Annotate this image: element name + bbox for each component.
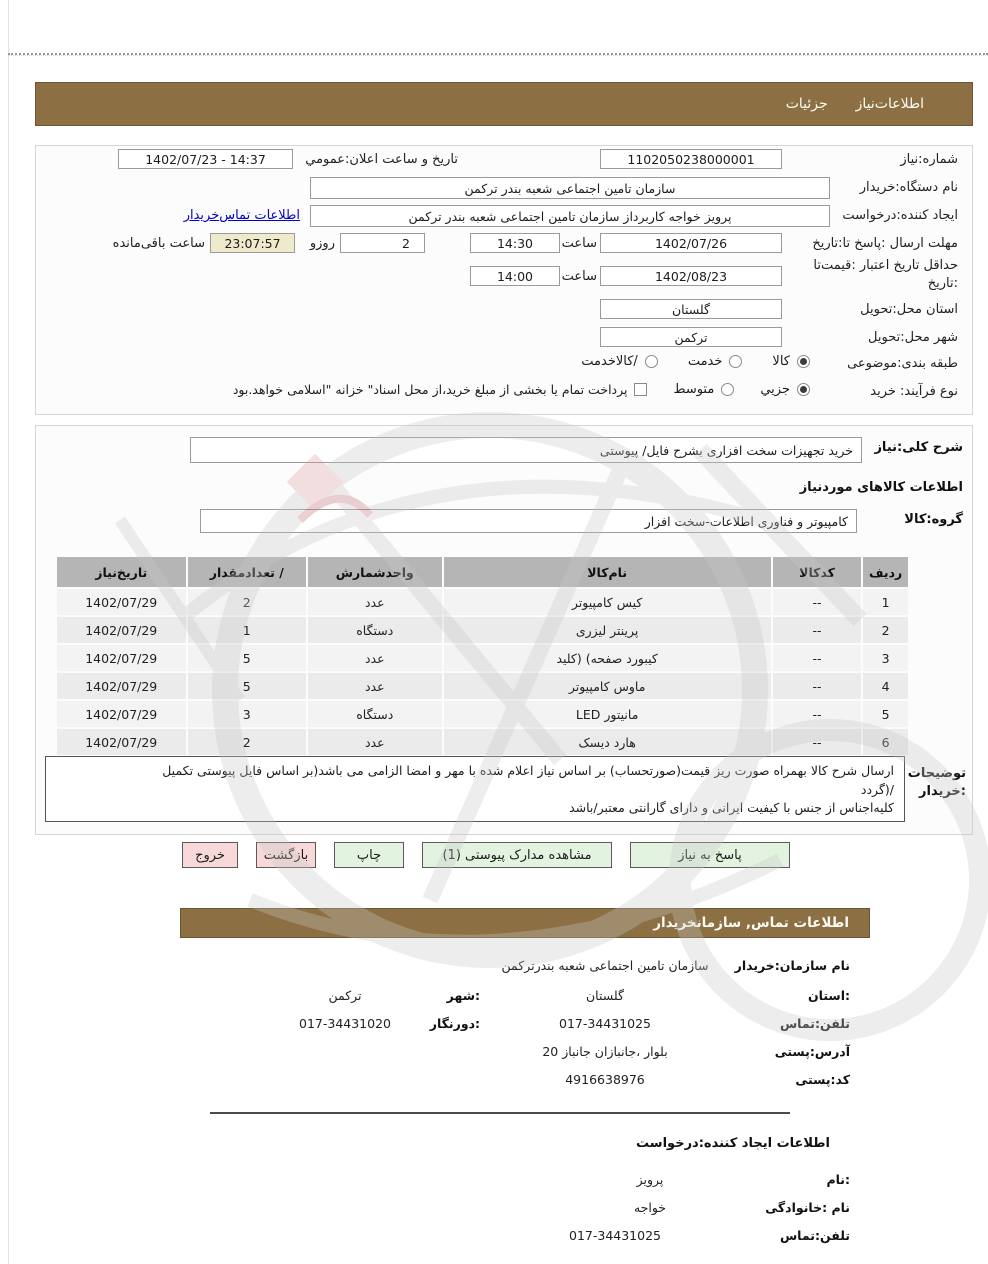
creator-row-first-name	[570, 1172, 850, 1187]
postal-code-label: کد:پستی	[795, 1072, 850, 1087]
phone-value: 017-34431025	[559, 1016, 651, 1031]
table-cell: کیبورد صفحه) (کلید	[444, 645, 771, 671]
reply-deadline-time-field[interactable]: 14:30	[470, 233, 560, 253]
section-divider	[210, 1112, 790, 1114]
table-cell: 5	[188, 673, 307, 699]
process-option-partial[interactable]	[760, 382, 810, 397]
table-cell: 1402/07/29	[57, 589, 186, 615]
back-button[interactable]: بازگشت	[256, 842, 316, 868]
items-table-header-row	[57, 557, 908, 587]
table-cell: 2	[188, 729, 307, 755]
remaining-time-badge: 23:07:57	[210, 233, 295, 253]
header-bar	[35, 82, 973, 126]
reply-to-need-button[interactable]: پاسخ به نیاز	[630, 842, 790, 868]
table-cell: عدد	[308, 645, 441, 671]
remaining-days-field[interactable]: 2	[340, 233, 425, 253]
city-value: ترکمن	[328, 988, 362, 1003]
category-option-label: خدمت	[687, 354, 723, 369]
buyer-notes-label-line2: :خریدار	[919, 784, 966, 799]
buyer-org-field[interactable]: سازمان تامین اجتماعی شعبه بندر ترکمن	[310, 177, 830, 199]
creator-row-last-name	[570, 1200, 850, 1215]
col-item-code: کدکالا	[773, 557, 862, 587]
table-cell: --	[773, 645, 862, 671]
table-cell: 4	[863, 673, 908, 699]
org-name-value: سازمان تامین اجتماعی شعبه بندرترکمن	[501, 958, 709, 973]
table-cell: دستگاه	[308, 701, 441, 727]
table-cell: 1402/07/29	[57, 701, 186, 727]
need-number-label: شماره:نیاز	[900, 152, 958, 167]
table-cell: عدد	[308, 589, 441, 615]
goods-info-heading: اطلاعات کالاهای موردنیاز	[799, 480, 963, 495]
org-name-label: نام سازمان:خریدار	[734, 958, 850, 973]
address-value: بلوار ،جانبازان جانباز 20	[542, 1044, 668, 1059]
table-cell: --	[773, 617, 862, 643]
phone-label: تلفن:تماس	[779, 1016, 850, 1031]
process-option-medium[interactable]	[673, 382, 734, 397]
delivery-province-label: استان محل:تحویل	[860, 302, 958, 317]
category-option-label: /کالاخدمت	[581, 354, 638, 369]
col-need-date: تاریخ‌نیاز	[57, 557, 186, 587]
col-row-number: ردیف	[863, 557, 908, 587]
table-cell: 1	[863, 589, 908, 615]
request-creator-label: ایجاد کننده:درخواست	[842, 208, 958, 223]
tab-details[interactable]: جزئیات	[785, 96, 828, 112]
announce-datetime-field[interactable]: 14:37 - 1402/07/23	[118, 149, 293, 169]
overall-description-field[interactable]: خرید تجهیزات سخت افزاری بشرح فایل/ پیوستی	[190, 437, 862, 463]
delivery-city-label: شهر محل:تحویل	[868, 330, 958, 345]
category-option-goods-service[interactable]	[581, 354, 658, 369]
reply-deadline-date-field[interactable]: 1402/07/26	[600, 233, 782, 253]
contact-row-address	[480, 1044, 850, 1059]
radio-selected-icon[interactable]	[797, 355, 810, 368]
address-label: آدرس:پستی	[774, 1044, 850, 1059]
contact-row-province-city	[280, 988, 850, 1003]
table-cell: 1	[188, 617, 307, 643]
table-cell: --	[773, 729, 862, 755]
table-row	[57, 729, 908, 755]
last-name-value: خواجه	[633, 1200, 667, 1215]
process-type-label: نوع فرآیند: خرید	[870, 384, 958, 399]
table-row	[57, 589, 908, 615]
fax-value: 017-34431020	[299, 1016, 391, 1031]
table-cell: --	[773, 701, 862, 727]
tab-need-info[interactable]: اطلاعات‌نیاز	[855, 96, 924, 112]
table-cell: مانیتور LED	[444, 701, 771, 727]
fax-label: :دورنگار	[429, 1016, 480, 1031]
items-table	[55, 555, 910, 757]
buyer-contact-section-bar	[180, 908, 870, 938]
action-buttons-row	[182, 842, 790, 868]
table-cell: 5	[863, 701, 908, 727]
postal-code-value: 4916638976	[565, 1072, 645, 1087]
deadline-hour-label: ساعت	[561, 236, 597, 251]
table-cell: عدد	[308, 673, 441, 699]
contact-row-phone-fax	[280, 1016, 850, 1031]
buyer-notes-line: ارسال شرح کالا بهمراه صورت ریز قیمت(صورتحساب) بر اساس نیاز اعلام شده با مهر و امضا الزامی می باشد(بر اساس فایل پیوستی تکمیل	[162, 763, 894, 778]
table-cell: 5	[188, 645, 307, 671]
table-cell: 6	[863, 729, 908, 755]
radio-icon[interactable]	[721, 383, 734, 396]
last-name-label: نام :خانوادگی	[765, 1200, 850, 1215]
process-type-options	[233, 382, 810, 397]
announce-datetime-label: تاریخ و ساعت اعلان:عمومي	[305, 152, 458, 167]
table-row	[57, 617, 908, 643]
table-cell: 2	[863, 617, 908, 643]
checkbox-icon[interactable]	[634, 383, 647, 396]
table-cell: 1402/07/29	[57, 729, 186, 755]
price-validity-date-field[interactable]: 1402/08/23	[600, 266, 782, 286]
table-cell: دستگاه	[308, 617, 441, 643]
table-cell: هارد دیسک	[444, 729, 771, 755]
reply-deadline-label: مهلت ارسال :پاسخ تا:تاریخ	[812, 236, 958, 251]
left-border-line	[8, 0, 9, 1264]
category-option-goods[interactable]	[772, 354, 810, 369]
table-cell: پرینتر لیزری	[444, 617, 771, 643]
buyer-org-label: نام دستگاه:خریدار	[859, 180, 958, 195]
buyer-contact-link[interactable]: اطلاعات تماس‌خریدار	[183, 208, 300, 223]
process-option-label: متوسط	[673, 382, 715, 397]
table-cell: 2	[188, 589, 307, 615]
request-creator-field[interactable]: پرویز خواجه کاربرداز سازمان تامین اجتماعی شعبه بندر ترکمن	[310, 205, 830, 227]
subject-category-label: طبقه بندی:موضوعی	[847, 356, 958, 371]
price-validity-label-line1: حداقل تاریخ اعتبار :قیمت‌تا	[813, 258, 958, 273]
table-cell: 1402/07/29	[57, 617, 186, 643]
exit-button[interactable]: خروج	[182, 842, 238, 868]
radio-icon[interactable]	[729, 355, 742, 368]
days-label: روزو	[309, 236, 335, 251]
treasury-payment-option[interactable]	[233, 382, 648, 397]
view-attached-docs-button[interactable]: مشاهده مدارک پیوستی (1)	[422, 842, 612, 868]
table-cell: ماوس کامپیوتر	[444, 673, 771, 699]
price-validity-label-line2: :تاریخ	[927, 276, 958, 291]
creator-phone-value: 017-34431025	[569, 1228, 661, 1243]
category-option-service[interactable]	[688, 354, 743, 369]
table-cell: 3	[863, 645, 908, 671]
buyer-notes-line: کلیه‌اجناس از جنس با کیفیت ایرانی و دارای گارانتی معتبر/باشد	[569, 800, 894, 816]
table-cell: --	[773, 673, 862, 699]
delivery-province-field[interactable]: گلستان	[600, 299, 782, 319]
price-validity-time-field[interactable]: 14:00	[470, 266, 560, 286]
contact-row-org	[480, 958, 850, 973]
col-quantity: / تعدادمقدار	[188, 557, 307, 587]
goods-group-field[interactable]: کامپیوتر و فناوری اطلاعات-سخت افزار	[200, 509, 857, 533]
print-button[interactable]: چاپ	[334, 842, 404, 868]
city-label: :شهر	[446, 988, 480, 1003]
col-item-name: نام‌کالا	[444, 557, 771, 587]
treasury-payment-label: پرداخت تمام یا بخشی از مبلغ خرید،از محل اسناد" خزانه "اسلامی خواهد.بود	[232, 382, 628, 397]
table-row	[57, 673, 908, 699]
top-dotted-divider	[8, 53, 988, 56]
first-name-value: پرویز	[636, 1172, 664, 1187]
buyer-notes-line: /(گردد	[860, 781, 894, 797]
creator-phone-label: تلفن:تماس	[779, 1228, 850, 1243]
overall-description-label: شرح کلی:نیاز	[874, 440, 963, 455]
province-label: :استان	[807, 988, 850, 1003]
buyer-contact-section-title: اطلاعات تماس, سازمانخریدار	[653, 915, 849, 931]
first-name-label: :نام	[826, 1172, 850, 1187]
buyer-notes-box[interactable]	[45, 756, 905, 822]
goods-group-label: گروه:کالا	[904, 512, 963, 527]
col-unit: واحدشمارش	[308, 557, 441, 587]
delivery-city-field[interactable]: ترکمن	[600, 327, 782, 347]
province-value: گلستان	[585, 988, 624, 1003]
table-row	[57, 645, 908, 671]
table-cell: عدد	[308, 729, 441, 755]
contact-row-postal	[480, 1072, 850, 1087]
table-row	[57, 701, 908, 727]
remaining-hours-label: ساعت باقی‌مانده	[112, 236, 205, 251]
creator-row-phone	[500, 1228, 850, 1243]
subject-category-options	[581, 354, 810, 369]
need-number-field[interactable]: 1102050238000001	[600, 149, 782, 169]
table-cell: --	[773, 589, 862, 615]
radio-icon[interactable]	[645, 355, 658, 368]
table-cell: کیس کامپیوتر	[444, 589, 771, 615]
table-cell: 1402/07/29	[57, 673, 186, 699]
radio-selected-icon[interactable]	[797, 383, 810, 396]
validity-hour-label: ساعت	[561, 269, 597, 284]
creator-section-heading: اطلاعات ایجاد کننده:درخواست	[636, 1136, 830, 1151]
category-option-label: کالا	[772, 354, 790, 369]
buyer-notes-label-line1: توضیحات	[907, 766, 966, 781]
process-option-label: جزیي	[760, 382, 790, 397]
table-cell: 1402/07/29	[57, 645, 186, 671]
table-cell: 3	[188, 701, 307, 727]
